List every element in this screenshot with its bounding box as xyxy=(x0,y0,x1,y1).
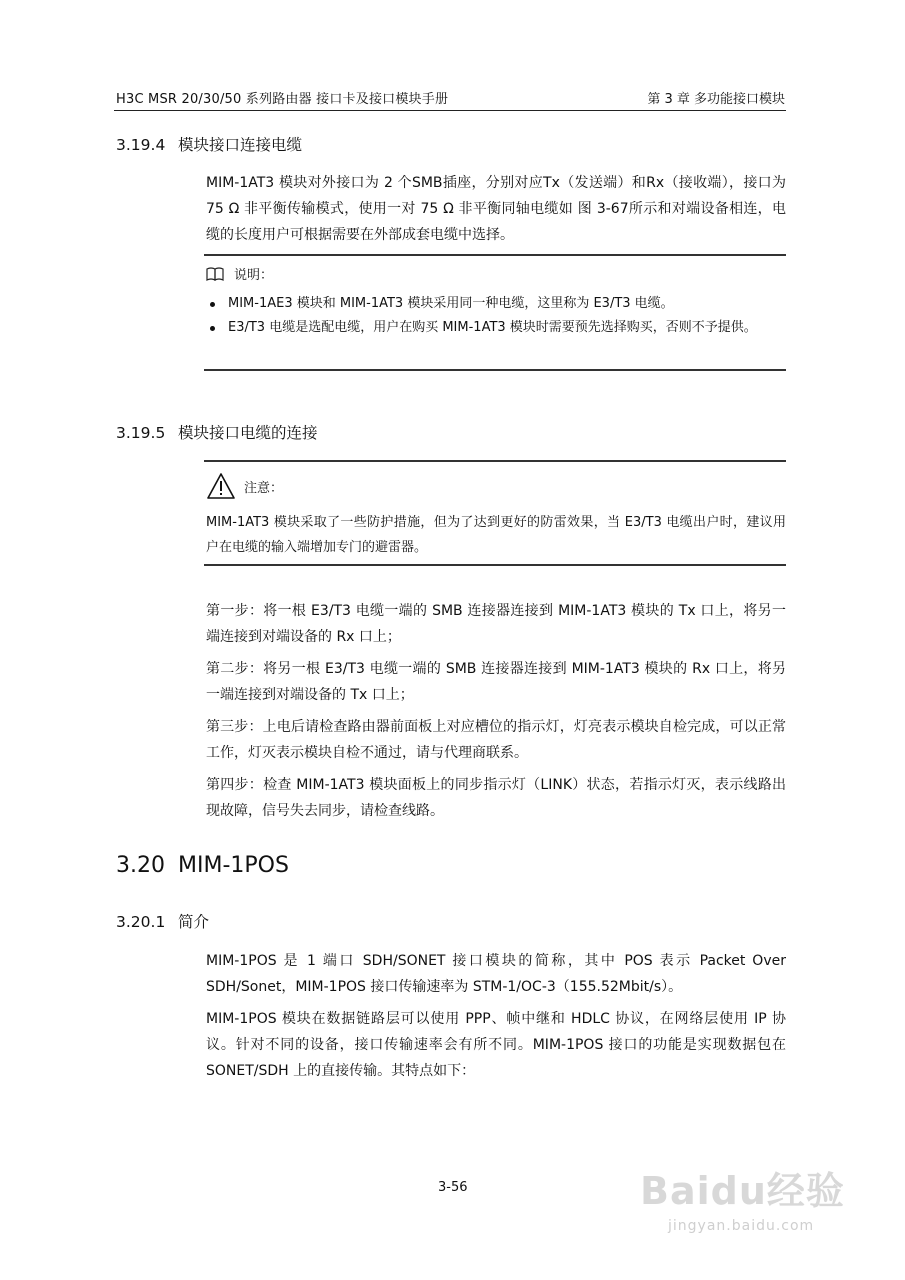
note-bottom-rule xyxy=(204,369,786,371)
section-number: 3.19.5 xyxy=(116,424,166,442)
watermark-logo: Baidu经验 xyxy=(640,1169,845,1213)
section-number: 3.20 xyxy=(116,853,165,878)
section-number: 3.20.1 xyxy=(116,913,166,931)
body-paragraph: MIM-1POS 模块在数据链路层可以使用 PPP、帧中继和 HDLC 协议，在网络层使用 IP 协议。针对不同的设备，接口传输速率会有所不同。MIM-1POS 接口的功能是实现数据包在 SONET/SDH 上的直接传输。其特点如下： xyxy=(206,1011,786,1079)
step-item: 第四步：检查 MIM-1AT3 模块面板上的同步指示灯（LINK）状态，若指示灯灭，表示线路出现故障，信号失去同步，请检查线路。 xyxy=(206,777,786,819)
chapter-section-heading-3-20 xyxy=(116,853,289,878)
section-heading-3-19-4 xyxy=(116,133,302,155)
caution-title: 注意： xyxy=(244,480,284,496)
note-item: E3/T3 电缆是选配电缆，用户在购买 MIM-1AT3 模块时需要预先选择购买，否则不予提供。 xyxy=(206,316,786,340)
note-item: MIM-1AE3 模块和 MIM-1AT3 模块采用同一种电缆，这里称为 E3/T3 电缆。 xyxy=(206,292,786,316)
caution-text: MIM-1AT3 模块采取了一些防护措施，但为了达到更好的防雷效果，当 E3/T3 电缆出户时，建议用户在电缆的输入端增加专门的避雷器。 xyxy=(206,515,786,555)
watermark-url: jingyan.baidu.com xyxy=(668,1218,815,1234)
step-item: 第二步：将另一根 E3/T3 电缆一端的 SMB 连接器连接到 MIM-1AT3 模块的 Rx 口上，将另一端连接到对端设备的 Tx 口上； xyxy=(206,661,786,703)
section-title: 简介 xyxy=(178,913,210,931)
step-item: 第一步：将一根 E3/T3 电缆一端的 SMB 连接器连接到 MIM-1AT3 模块的 Tx 口上，将另一端连接到对端设备的 Rx 口上； xyxy=(206,603,786,645)
section-body-3-19-4 xyxy=(206,170,786,248)
section-body-3-20-1 xyxy=(206,948,786,1084)
section-heading-3-19-5 xyxy=(116,421,318,443)
body-paragraph: MIM-1POS 是 1 端口 SDH/SONET 接口模块的简称，其中 POS 表示 Packet Over SDH/Sonet，MIM-1POS 接口传输速率为 STM-1/OC-3（155.52Mbit/s）。 xyxy=(206,953,786,995)
header-divider xyxy=(114,110,786,111)
caution-header xyxy=(206,472,283,500)
note-list xyxy=(206,292,786,340)
note-header xyxy=(206,264,273,283)
section-number: 3.19.4 xyxy=(116,136,166,154)
header-title: H3C MSR 20/30/50 系列路由器 接口卡及接口模块手册 xyxy=(116,92,449,107)
page-number: 3-56 xyxy=(438,1180,468,1195)
section-title: 模块接口电缆的连接 xyxy=(178,424,318,442)
header-chapter: 第 3 章 多功能接口模块 xyxy=(647,92,785,107)
book-icon xyxy=(206,267,224,281)
note-top-rule xyxy=(204,254,786,256)
warning-triangle-icon xyxy=(206,472,236,500)
step-item: 第三步：上电后请检查路由器前面板上对应槽位的指示灯，灯亮表示模块自检完成，可以正常工作，灯灭表示模块自检不通过，请与代理商联系。 xyxy=(206,719,786,761)
caution-top-rule xyxy=(204,460,786,462)
section-title: MIM-1POS xyxy=(178,853,289,878)
caution-bottom-rule xyxy=(204,564,786,566)
note-title: 说明： xyxy=(234,268,274,283)
body-paragraph: MIM-1AT3 模块对外接口为 2 个SMB插座，分别对应Tx（发送端）和Rx（接收端），接口为 75 Ω 非平衡传输模式，使用一对 75 Ω 非平衡同轴电缆如 图 3-67所示和对端设备相连，电缆的长度用户可根据需要在外部成套电缆中选择。 xyxy=(206,175,786,243)
steps-list xyxy=(206,598,786,824)
section-title: 模块接口连接电缆 xyxy=(178,136,303,154)
section-heading-3-20-1 xyxy=(116,910,209,932)
